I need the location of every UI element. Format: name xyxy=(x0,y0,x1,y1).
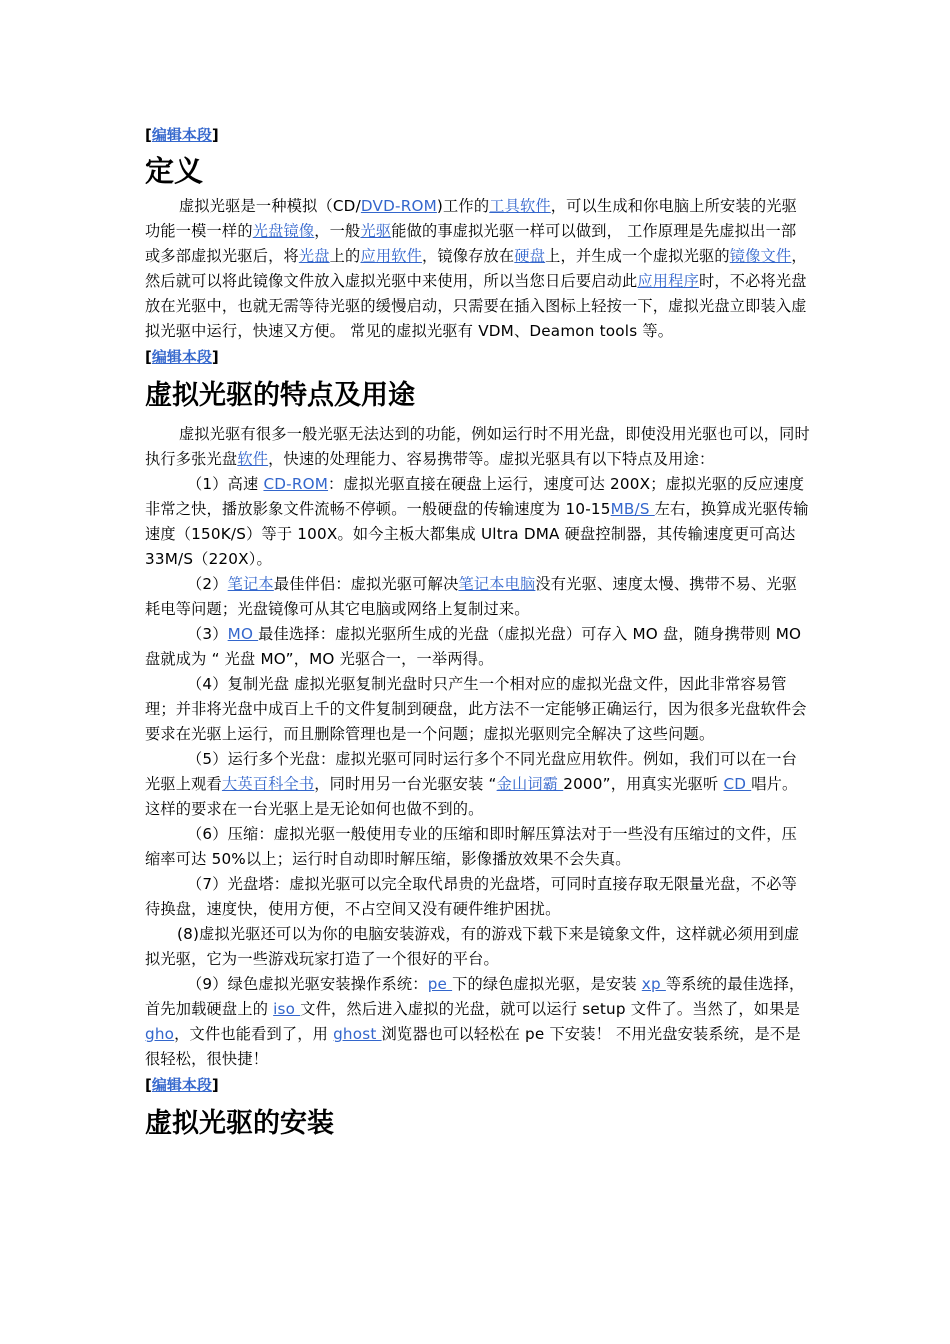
paragraph-item-3: （3）MO 最佳选择：虚拟光驱所生成的光盘（虚拟光盘）可存入 MO 盘，随身携带则 MO 盘就成为 “ 光盘 MO”，MO 光驱合一，一举两得。 xyxy=(145,625,802,668)
edit-section-link-3: [编辑本段] xyxy=(145,1076,219,1094)
link-application-program[interactable]: 应用程序 xyxy=(637,272,699,290)
heading-install: 虚拟光驱的安装 xyxy=(145,1108,334,1139)
link-disc-image[interactable]: 光盘镜像 xyxy=(252,222,315,240)
link-mo[interactable]: MO xyxy=(227,625,259,643)
edit-link[interactable]: 编辑本段 xyxy=(151,348,212,366)
link-ghost[interactable]: ghost xyxy=(333,1025,382,1043)
link-hard-disk[interactable]: 硬盘 xyxy=(514,247,546,265)
link-iso[interactable]: iso xyxy=(273,1000,301,1018)
heading-features: 虚拟光驱的特点及用途 xyxy=(145,380,415,411)
paragraph-item-5: （5）运行多个光盘：虚拟光驱可同时运行多个不同光盘应用软件。例如，我们可以在一台光驱上观看大英百科全书，同时用另一台光驱安装 “金山词霸 2000”，用真实光驱听 CD 唱片。这样的要求在一台光驱上是无论如何也做不到的。 xyxy=(145,750,798,818)
link-software[interactable]: 软件 xyxy=(237,450,269,468)
paragraph-definition: 虚拟光驱是一种模拟（CD/DVD-ROM)工作的工具软件，可以生成和你电脑上所安装的光驱功能一模一样的光盘镜像，一般光驱能做的事虚拟光驱一样可以做到， 工作原理是先虚拟出一部或多部虚拟光驱后，将光盘上的应用软件，镜像存放在硬盘上，并生成一个虚拟光驱的镜像文件，然后就可以将此镜像文件放入虚拟光驱中来使用，所以当您日后要启动此应用程序时，不必将光盘放在光驱中，也就无需等待光驱的缓慢启动，只需要在插入图标上轻按一下，虚拟光盘立即装入虚拟光驱中运行，快速又方便。 常见的虚拟光驱有 VDM、Deamon tools 等。 xyxy=(145,197,807,340)
paragraph-item-1: （1）高速 CD-ROM：虚拟光驱直接在硬盘上运行，速度可达 200X；虚拟光驱的反应速度非常之快，播放影象文件流畅不停顿。一般硬盘的传输速度为 10-15MB/S 左右，换算成光驱传输速度（150K/S）等于 100X。如今主板大都集成 Ultra DMA 硬盘控制器，其传输速度更可高达 33M/S（220X）。 xyxy=(145,475,809,568)
link-tool-software[interactable]: 工具软件 xyxy=(489,197,551,215)
paragraph-item-6: （6）压缩：虚拟光驱一般使用专业的压缩和即时解压算法对于一些没有压缩过的文件，压缩率可达 50%以上；运行时自动即时解压缩，影像播放效果不会失真。 xyxy=(145,825,797,868)
link-image-file[interactable]: 镜像文件 xyxy=(729,247,792,265)
link-pe[interactable]: pe xyxy=(427,975,453,993)
link-notebook[interactable]: 笔记本 xyxy=(227,575,274,593)
paragraph-item-8: (8)虚拟光驱还可以为你的电脑安装游戏，有的游戏下载下来是镜象文件，这样就必须用到虚拟光驱，它为一些游戏玩家打造了一个很好的平台。 xyxy=(145,925,800,968)
link-notebook-computer[interactable]: 笔记本电脑 xyxy=(458,575,536,593)
link-britannica[interactable]: 大英百科全书 xyxy=(221,775,315,793)
link-application-software[interactable]: 应用软件 xyxy=(360,247,422,265)
link-optical-drive[interactable]: 光驱 xyxy=(360,222,392,240)
heading-definition: 定义 xyxy=(145,154,204,188)
paragraph-item-9: （9）绿色虚拟光驱安装操作系统：pe 下的绿色虚拟光驱，是安装 xp 等系统的最佳选择，首先加载硬盘上的 iso 文件，然后进入虚拟的光盘，就可以运行 setup 文件了。当然了，如果是 gho，文件也能看到了，用 ghost 浏览器也可以轻松在 pe 下安装！ 不用光盘安装系统，是不是很轻松，很快捷！ xyxy=(145,975,805,1068)
edit-link[interactable]: 编辑本段 xyxy=(151,1076,212,1094)
paragraph-item-7: （7）光盘塔：虚拟光驱可以完全取代昂贵的光盘塔，可同时直接存取无限量光盘，不必等待换盘，速度快，使用方便，不占空间又没有硬件维护困扰。 xyxy=(145,875,797,918)
paragraph-item-4: （4）复制光盘 虚拟光驱复制光盘时只产生一个相对应的虚拟光盘文件，因此非常容易管理；并非将光盘中成百上千的文件复制到硬盘，此方法不一定能够正确运行，因为很多光盘软件会要求在光驱上运行，而且删除管理也是一个问题；虚拟光驱则完全解决了这些问题。 xyxy=(145,675,807,743)
edit-section-link-2: [编辑本段] xyxy=(145,348,219,366)
link-xp[interactable]: xp xyxy=(641,975,666,993)
link-kingsoft-powerword[interactable]: 金山词霸 xyxy=(496,775,564,793)
paragraph-features-intro: 虚拟光驱有很多一般光驱无法达到的功能，例如运行时不用光盘，即使没用光驱也可以，同时执行多张光盘软件，快速的处理能力、容易携带等。虚拟光驱具有以下特点及用途： xyxy=(145,425,810,468)
edit-section-link-1: [编辑本段] xyxy=(145,126,219,144)
link-dvd-rom[interactable]: DVD-ROM xyxy=(360,197,437,215)
link-gho[interactable]: gho xyxy=(145,1025,175,1043)
document-page xyxy=(145,122,810,1150)
link-cd[interactable]: CD xyxy=(723,775,752,793)
paragraph-item-2: （2）笔记本最佳伴侣：虚拟光驱可解决笔记本电脑没有光驱、速度太慢、携带不易、光驱耗电等问题；光盘镜像可从其它电脑或网络上复制过来。 xyxy=(145,575,797,618)
link-mbs[interactable]: MB/S xyxy=(610,500,655,518)
link-disc[interactable]: 光盘 xyxy=(298,247,330,265)
edit-link[interactable]: 编辑本段 xyxy=(151,126,212,144)
link-cd-rom[interactable]: CD-ROM xyxy=(263,475,329,493)
